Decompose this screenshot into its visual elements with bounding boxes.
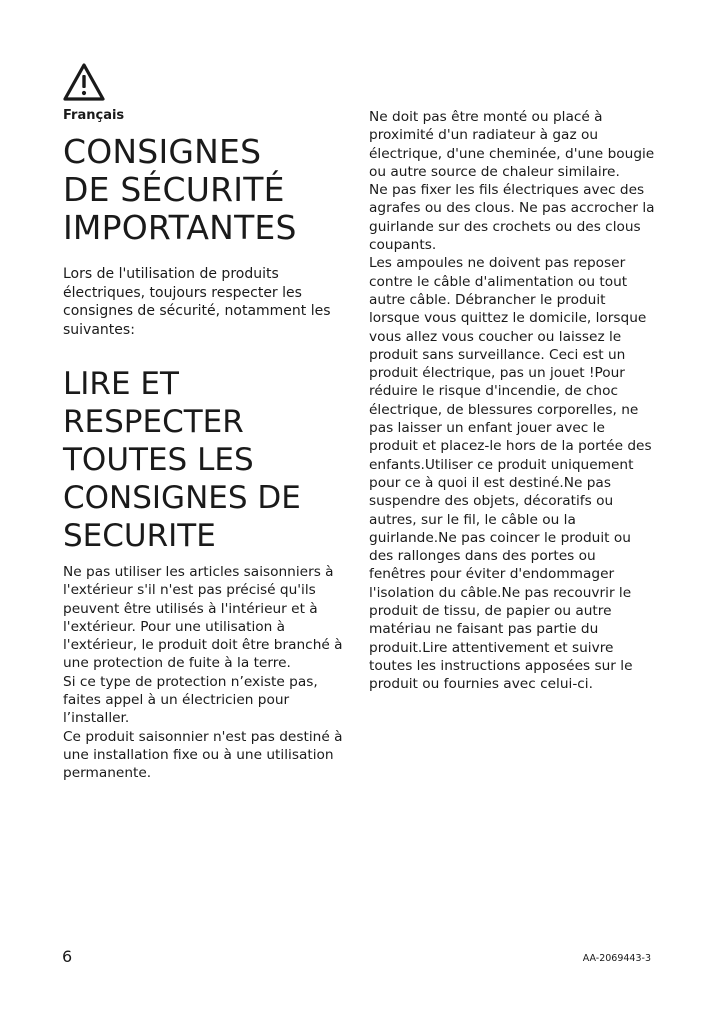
body-paragraph: Si ce type de protection n’existe pas, faites appel à un électricien pour l’installer. (63, 673, 318, 727)
title-line: CONSIGNES (63, 132, 262, 171)
body-paragraph: Les ampoules ne doivent pas reposer contre le câble d'alimentation ou tout autre câble. Débrancher le produit lorsque vous quittez le domicile, lorsque vous allez vous coucher ou laissez le produit sans surveillance. Ceci est un produit électrique, pas un jouet !Pour réduire le risque d'incendie, de choc électrique, de blessures corporelles, ne pas laisser un enfant jouer avec le produit et placez-le hors de la portée des enfants.Utiliser ce produit uniquement pour ce à quoi il est destiné.Ne pas suspendre des objets, décoratifs ou autres, sur le fil, le câble ou la guirlande.Ne pas coincer le produit ou des rallonges dans des portes ou fenêtres pour éviter d'endommager l'isolation du câble.Ne pas recouvrir le produit de tissu, de papier ou autre matériau ne faisant pas partie du produit.Lire attentivement et suivre toutes les instructions apposées sur le produit ou fournies avec celui-ci. (369, 255, 652, 693)
language-label: Français (63, 108, 125, 123)
body-paragraph: Ce produit saisonnier n'est pas destiné à une installation fixe ou à une utilisation permanente. (63, 728, 343, 782)
section-title-line: CONSIGNES DE (63, 480, 301, 516)
document-reference: AA-2069443-3 (582, 953, 651, 964)
right-column-text (369, 108, 655, 694)
body-paragraph: Ne doit pas être monté ou placé à proximité d'un radiateur à gaz ou électrique, d'une cheminée, d'une bougie ou autre source de chaleur similaire. (369, 109, 655, 180)
body-paragraph: Ne pas fixer les fils électriques avec des agrafes ou des clous. Ne pas accrocher la guirlande sur des crochets ou des clous coupants. (369, 182, 655, 254)
body-paragraph: Ne pas utiliser les articles saisonniers à l'extérieur s'il n'est pas précisé qu'ils peuvent être utilisés à l'intérieur et à l'extérieur. Pour une utilisation à l'extérieur, le produit doit être branché à une protection de fuite à la terre. (63, 564, 343, 672)
section-title-line: SECURITE (63, 518, 216, 554)
title-line: DE SÉCURITÉ (63, 170, 285, 209)
section-title-line: LIRE ET (63, 366, 179, 402)
title-line: IMPORTANTES (63, 208, 297, 247)
section-title-line: RESPECTER (63, 404, 244, 440)
warning-triangle-icon (62, 62, 106, 102)
section-title-line: TOUTES LES (63, 442, 254, 478)
page-number: 6 (62, 947, 73, 966)
intro-paragraph: Lors de l'utilisation de produits électriques, toujours respecter les consignes de sécurité, notamment les suivantes: (63, 266, 331, 338)
section-title (63, 365, 343, 555)
left-column-text (63, 563, 343, 783)
page-title (63, 133, 343, 247)
